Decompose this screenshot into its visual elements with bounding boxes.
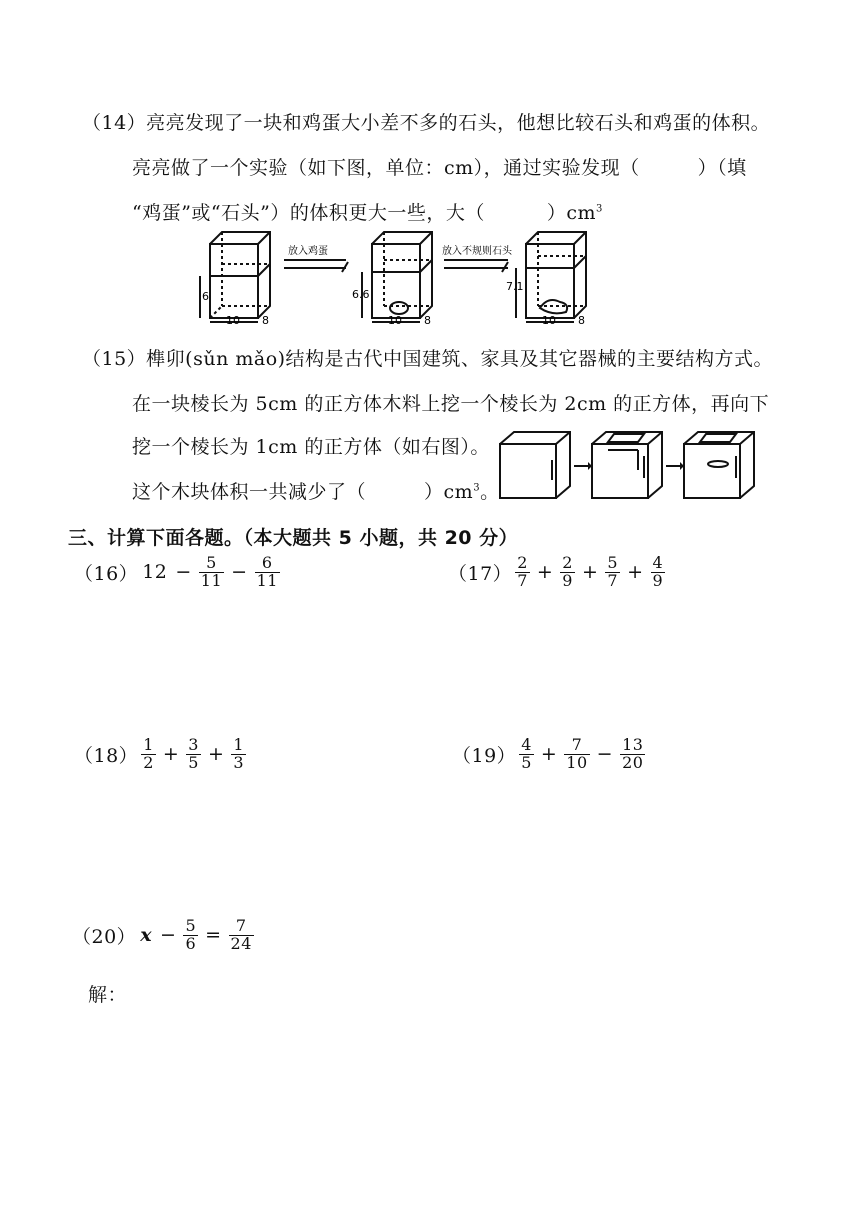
q15-line4-text: 这个木块体积一共减少了（ — [132, 481, 367, 503]
q15-cube-figure — [498, 430, 764, 500]
q15-line1: （15）榫卯(sǔn mǎo)结构是古代中国建筑、家具及其它器械的主要结构方式。 — [82, 348, 774, 370]
numerator: 5 — [607, 553, 619, 572]
q14-unit-exp: 3 — [596, 203, 603, 215]
q14-line1: （14）亮亮发现了一块和鸡蛋大小差不多的石头，他想比较石头和鸡蛋的体积。 — [82, 112, 771, 134]
q15-unit-exp: 3 — [473, 482, 481, 494]
q18-fraction3 — [231, 737, 246, 772]
denominator: 11 — [256, 570, 278, 590]
q19-op1: + — [540, 743, 558, 766]
q17-op2: + — [581, 561, 599, 584]
denominator: 7 — [607, 570, 619, 590]
numerator: 2 — [517, 553, 528, 572]
box2-height: 6.6 — [352, 288, 370, 301]
q19-expression — [452, 737, 648, 772]
q15-end-mark: 。 — [480, 481, 500, 503]
q17-fraction2 — [560, 555, 575, 590]
q18-fraction2 — [186, 737, 201, 772]
numerator: 4 — [652, 553, 664, 572]
denominator: 11 — [200, 570, 223, 590]
q14-experiment-figure — [196, 228, 616, 326]
box2-width: 8 — [424, 314, 431, 326]
denominator: 9 — [562, 570, 573, 590]
q16-fraction2 — [255, 555, 280, 590]
q18-expression — [74, 737, 249, 772]
box3-length: 10 — [542, 314, 556, 326]
q20-solution-label: 解： — [88, 984, 128, 1006]
q16-expression — [74, 555, 283, 590]
q20-variable: x — [140, 924, 153, 947]
q16-integer: 12 — [142, 561, 168, 584]
numerator: 3 — [188, 735, 199, 754]
q15-line4 — [132, 477, 500, 504]
q17-expression — [448, 555, 668, 590]
q14-unit: ）cm — [546, 202, 597, 224]
section-heading: 三、计算下面各题。（本大题共 5 小题，共 20 分） — [68, 527, 519, 549]
arrow2-label: 放入不规则石头 — [442, 246, 512, 257]
q14-line3 — [132, 198, 603, 225]
q16-fraction1 — [199, 555, 224, 590]
denominator: 5 — [521, 752, 532, 772]
q20-fraction1 — [183, 918, 198, 953]
numerator: 6 — [255, 555, 280, 573]
q19-fraction1 — [519, 737, 534, 772]
q18-op2: + — [207, 743, 225, 766]
box1-length: 10 — [226, 314, 240, 326]
q17-fraction1 — [515, 555, 530, 590]
q19-number: （19） — [452, 744, 517, 767]
q19-op2: − — [596, 743, 614, 766]
numerator: 5 — [199, 555, 224, 573]
denominator: 2 — [143, 752, 154, 772]
q17-fraction4 — [651, 555, 666, 590]
denominator: 5 — [188, 752, 199, 772]
box1-width: 8 — [262, 314, 269, 326]
box1-height: 6 — [202, 290, 209, 303]
denominator: 7 — [517, 570, 528, 590]
q20-op1: − — [160, 924, 177, 947]
numerator: 4 — [521, 735, 532, 754]
q20-number: （20） — [72, 925, 137, 948]
q15-unit: ）cm — [424, 481, 474, 503]
q14-line2-text: 亮亮做了一个实验（如下图，单位：cm），通过实验发现（ — [132, 157, 640, 179]
q14-line3-text: “鸡蛋”或“石头”）的体积更大一些，大（ — [132, 202, 485, 224]
numerator: 13 — [622, 735, 644, 754]
q20-equation — [72, 918, 257, 953]
q18-op1: + — [162, 743, 180, 766]
denominator: 3 — [233, 752, 245, 772]
q17-op1: + — [536, 561, 554, 584]
q16-number: （16） — [74, 562, 139, 585]
q15-line3: 挖一个棱长为 1cm 的正方体（如右图）。 — [132, 436, 490, 458]
box3-width: 8 — [578, 314, 585, 326]
numerator: 5 — [185, 916, 197, 935]
q17-number: （17） — [448, 562, 513, 585]
q16-op2: − — [231, 561, 248, 584]
q18-number: （18） — [74, 744, 139, 767]
denominator: 6 — [185, 933, 197, 953]
denominator: 10 — [566, 752, 588, 772]
q18-fraction1 — [141, 737, 156, 772]
denominator: 20 — [622, 752, 644, 772]
q19-fraction3 — [620, 737, 645, 772]
denominator: 9 — [652, 570, 664, 590]
q17-fraction3 — [605, 555, 620, 590]
q20-equals: = — [205, 924, 222, 947]
numerator: 1 — [233, 735, 245, 754]
q20-fraction2 — [229, 918, 254, 953]
box3-height: 7.1 — [506, 280, 524, 293]
q19-fraction2 — [564, 737, 589, 772]
box2-length: 10 — [388, 314, 402, 326]
numerator: 7 — [564, 737, 589, 755]
denominator: 24 — [230, 933, 252, 953]
q14-line2-tail: ）（填 — [697, 157, 747, 179]
q16-op1: − — [175, 561, 192, 584]
q14-line2 — [132, 153, 747, 180]
q17-op3: + — [627, 561, 644, 584]
arrow1-label: 放入鸡蛋 — [288, 246, 328, 257]
numerator: 7 — [229, 918, 254, 936]
q15-line2: 在一块棱长为 5cm 的正方体木料上挖一个棱长为 2cm 的正方体，再向下 — [132, 393, 770, 415]
numerator: 2 — [562, 553, 573, 572]
numerator: 1 — [143, 735, 154, 754]
